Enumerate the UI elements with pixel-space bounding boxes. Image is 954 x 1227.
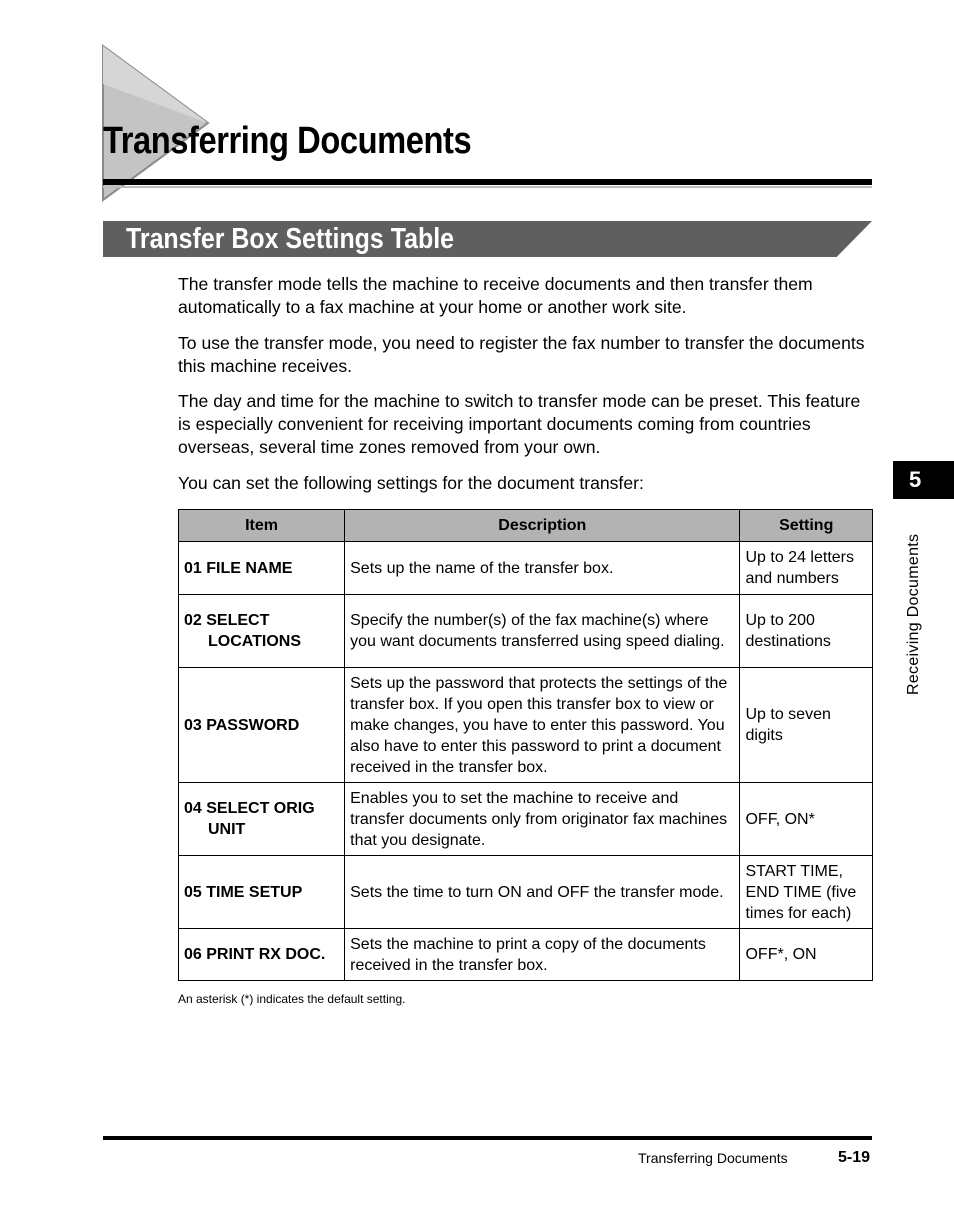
table-row: [179, 542, 873, 595]
chapter-title: Transferring Documents: [103, 120, 472, 162]
default-setting-footnote: An asterisk (*) indicates the default setting.: [178, 992, 406, 1006]
row-item: 04 SELECT ORIG UNIT: [179, 783, 345, 856]
table-row: [179, 595, 873, 668]
register-paragraph: To use the transfer mode, you need to register the fax number to transfer the documents this machine receives.: [178, 333, 865, 376]
row-description: Sets the time to turn ON and OFF the transfer mode.: [345, 856, 740, 929]
transfer-settings-table: [178, 509, 873, 981]
row-description: Sets up the name of the transfer box.: [345, 542, 740, 595]
title-rule: [103, 179, 872, 185]
row-description: Specify the number(s) of the fax machine(s) where you want documents transferred using speed dialing.: [345, 595, 740, 668]
header-description: Description: [345, 510, 740, 542]
row-setting: Up to seven digits: [740, 668, 873, 783]
row-item: 06 PRINT RX DOC.: [179, 929, 345, 981]
chapter-tab-number: 5: [909, 467, 922, 492]
row-setting: START TIME, END TIME (five times for each): [740, 856, 873, 929]
row-setting: OFF, ON*: [740, 783, 873, 856]
table-row: [179, 668, 873, 783]
row-item: 05 TIME SETUP: [179, 856, 345, 929]
header-setting: Setting: [740, 510, 873, 542]
row-setting: Up to 200 destinations: [740, 595, 873, 668]
table-header-row: [179, 510, 873, 542]
row-item: 02 SELECT LOCATIONS: [179, 595, 345, 668]
row-description: Sets the machine to print a copy of the documents received in the transfer box.: [345, 929, 740, 981]
preset-paragraph: The day and time for the machine to switch to transfer mode can be preset. This feature is especially convenient for receiving important documents coming from countries overseas, several time zones removed from your own.: [178, 391, 861, 457]
header-item: Item: [179, 510, 345, 542]
settings-intro-paragraph: You can set the following settings for the document transfer:: [178, 473, 644, 493]
row-item: 03 PASSWORD: [179, 668, 345, 783]
row-setting: OFF*, ON: [740, 929, 873, 981]
table-row: [179, 929, 873, 981]
table-row: [179, 856, 873, 929]
section-title: Transfer Box Settings Table: [126, 223, 454, 255]
row-description: Enables you to set the machine to receive and transfer documents only from originator fax machines that you designate.: [345, 783, 740, 856]
row-item: 01 FILE NAME: [179, 542, 345, 595]
title-rule-shadow: [103, 186, 872, 188]
row-setting: Up to 24 letters and numbers: [740, 542, 873, 595]
intro-paragraph: The transfer mode tells the machine to receive documents and then transfer them automatically to a fax machine at your home or another work site.: [178, 274, 813, 317]
table-row: [179, 783, 873, 856]
chapter-tab: [893, 461, 954, 499]
chapter-side-label: Receiving Documents: [905, 533, 922, 695]
row-description: Sets up the password that protects the settings of the transfer box. If you open this transfer box to view or make changes, you have to enter this password. You also have to enter this password to print a document received in the transfer box.: [345, 668, 740, 783]
page-number: 5-19: [838, 1149, 871, 1166]
footer-section-name: Transferring Documents: [638, 1150, 788, 1166]
footer-rule: [103, 1136, 872, 1140]
